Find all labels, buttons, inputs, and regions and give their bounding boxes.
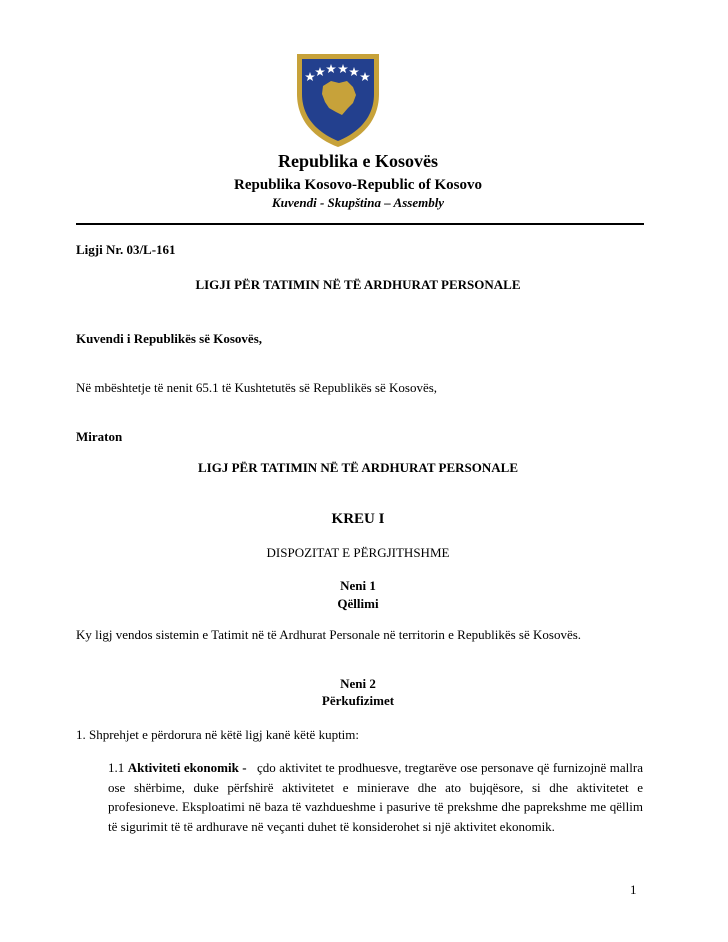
article1-title: Qëllimi	[337, 596, 379, 611]
coat-of-arms-icon	[293, 48, 383, 148]
law-title-2: LIGJ PËR TATIMIN NË TË ARDHURAT PERSONALE	[197, 460, 518, 475]
item-number: 1.1	[108, 760, 125, 775]
item-text: çdo aktivitet te prodhuesve, tregtarëve ose personave që furnizojnë mallra ose shërbime, duke përfshirë aktivitetet e minierave dhe ato bujqësore, si dhe aktivitetet e profesioneve. Eksploatimi në baza të vazhdueshme i pasurive të prekshme dhe paprekshme me qëllim të sigurimit të të ardhurave në veçanti duhet të konsiderohet si një aktivitet ekonomik.	[108, 760, 643, 834]
article2-intro: 1. Shprehjet e përdorura në këtë ligj kanë këtë kuptim:	[76, 727, 360, 742]
header-assembly: Kuvendi - Skupština – Assembly	[271, 195, 445, 210]
basis-line: Në mbështetje të nenit 65.1 të Kushtetutës së Republikës së Kosovës,	[76, 380, 438, 395]
chapter-number: KREU I	[331, 511, 385, 527]
header-subtitle: Republika Kosovo-Republic of Kosovo	[234, 177, 482, 193]
definition-paragraph	[108, 758, 643, 836]
header-divider	[76, 223, 644, 225]
item-term: Aktiviteti ekonomik -	[127, 760, 247, 775]
article1-text: Ky ligj vendos sistemin e Tatimit në të Ardhurat Personale në territorin e Republikës së Kosovës.	[76, 627, 582, 642]
page-number: 1	[630, 882, 637, 897]
article1-number: Neni 1	[340, 578, 376, 593]
article2-title: Përkufizimet	[321, 693, 395, 708]
header-title: Republika e Kosovës	[277, 151, 439, 171]
adopts-line: Miraton	[76, 429, 123, 444]
law-number: Ligji Nr. 03/L-161	[76, 242, 176, 257]
law-title: LIGJI PËR TATIMIN NË TË ARDHURAT PERSONALE	[195, 277, 521, 292]
assembly-line: Kuvendi i Republikës së Kosovës,	[76, 331, 263, 346]
chapter-title: DISPOZITAT E PËRGJITHSHME	[266, 545, 450, 560]
article2-number: Neni 2	[340, 676, 376, 691]
